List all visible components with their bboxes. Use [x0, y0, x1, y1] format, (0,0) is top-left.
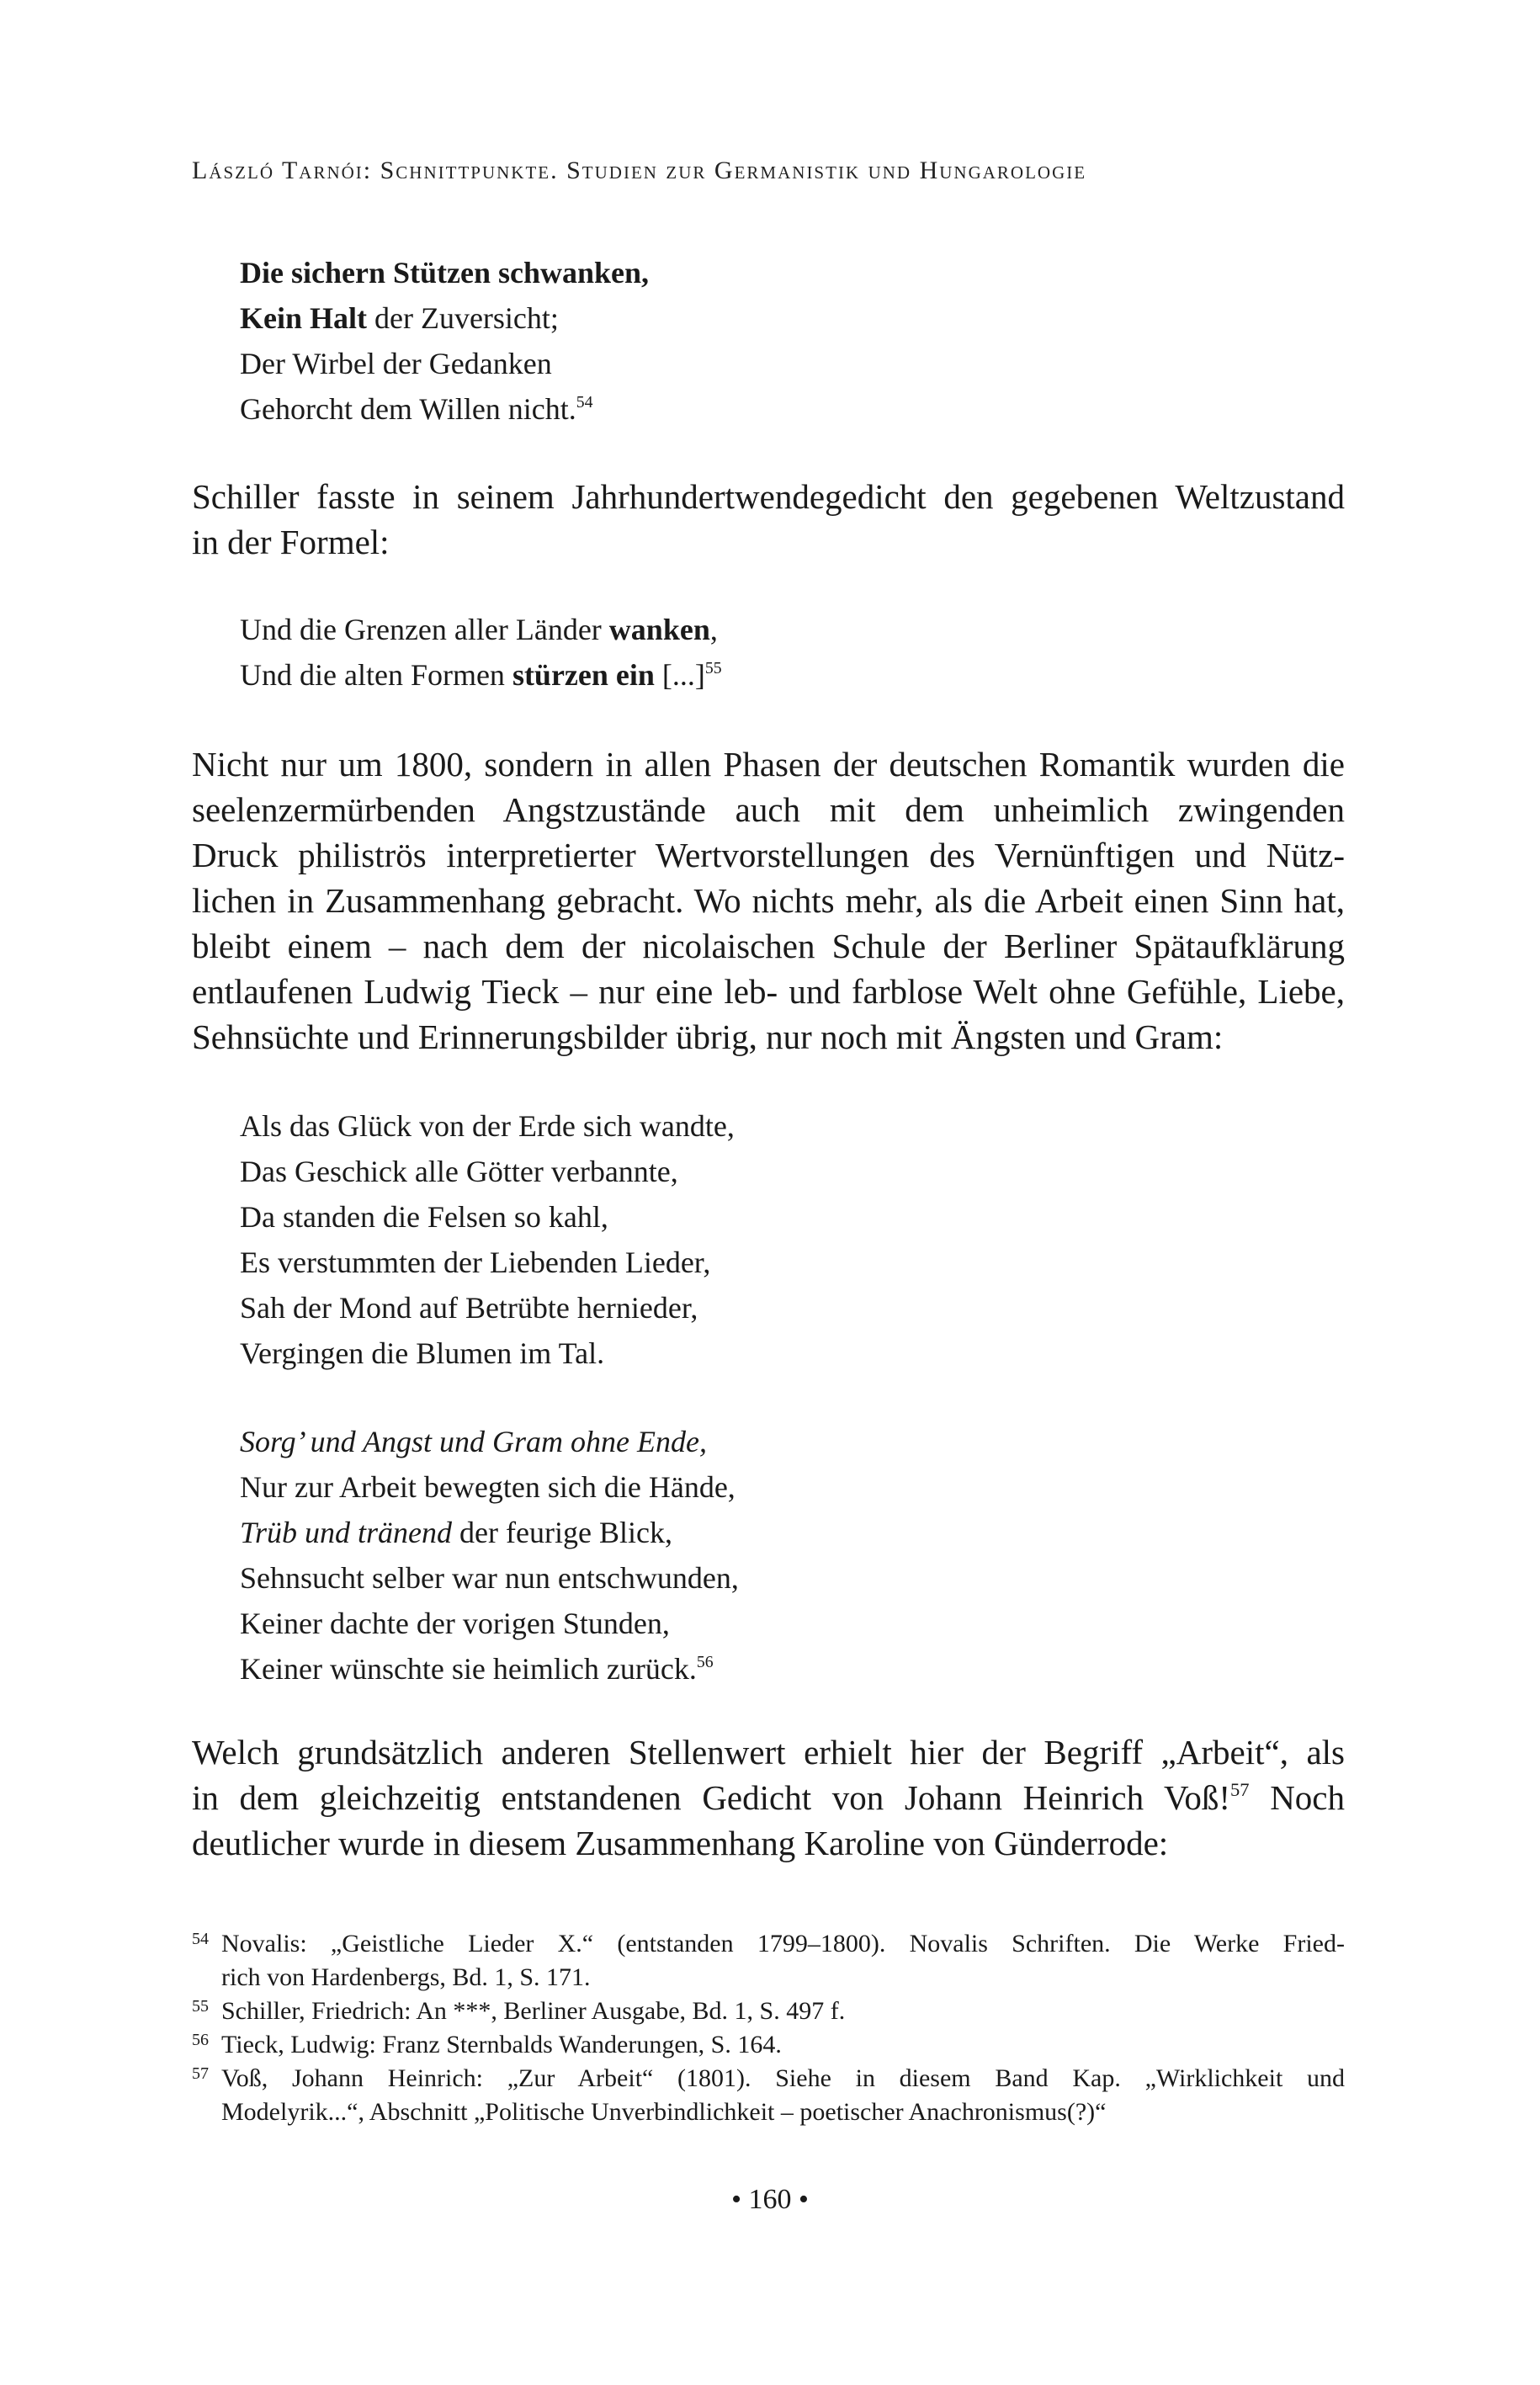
verse-line: Sorg’ und Angst und Gram ohne Ende,	[240, 1425, 707, 1458]
text-line: lichen in Zusammenhang gebracht. Wo nichts mehr, als die Arbeit einen Sinn hat,	[192, 881, 1345, 920]
verse-line: Vergingen die Blumen im Tal.	[240, 1336, 605, 1370]
verse-line: Als das Glück von der Erde sich wandte,	[240, 1109, 735, 1143]
verse-line: Das Geschick alle Götter verbannte,	[240, 1155, 678, 1188]
footnote-number: 56	[192, 2031, 209, 2049]
footnotes	[192, 1927, 1345, 2129]
footnote-line: Schiller, Friedrich: An ***, Berliner Ausgabe, Bd. 1, S. 497 f.	[221, 1997, 846, 2025]
verse-line: Sah der Mond auf Betrübte hernieder,	[240, 1291, 698, 1325]
verse-block-schiller	[240, 607, 1334, 698]
text-line: deutlicher wurde in diesem Zusammenhang Karoline von Günderrode:	[192, 1824, 1169, 1862]
footnote-number: 54	[192, 1930, 209, 1948]
verse-line: Die sichern Stützen schwanken,	[240, 256, 650, 289]
verse-line: Und die Grenzen aller Länder wanken,	[240, 613, 718, 646]
text-line: in der Formel:	[192, 523, 390, 561]
paragraph-voss	[192, 1729, 1345, 1866]
footnote-number: 55	[192, 1997, 209, 2016]
verse-block-tieck-stanza-2	[240, 1419, 1334, 1692]
verse-line: Und die alten Formen stürzen ein [...]$^{55}$	[240, 658, 722, 692]
verse-line: Kein Halt der Zuversicht;	[240, 301, 559, 335]
verse-line: Es verstummten der Liebenden Lieder,	[240, 1246, 711, 1279]
text-line: Sehnsüchte und Erinnerungsbilder übrig, nur noch mit Ängsten und Gram:	[192, 1017, 1224, 1056]
text-line: in dem gleichzeitig entstandenen Gedicht von Johann Heinrich Voß!$^{57}$ Noch	[192, 1778, 1345, 1817]
footnote-56	[192, 2028, 1345, 2062]
verse-line: Keiner wünschte sie heimlich zurück.$^{56}$	[240, 1652, 714, 1686]
footnote-54	[192, 1927, 1345, 1995]
verse-line: Der Wirbel der Gedanken	[240, 347, 552, 380]
footnote-line: Voß, Johann Heinrich: „Zur Arbeit“ (1801). Siehe in diesem Band Kap. „Wirklichkeit und	[221, 2064, 1345, 2092]
footnote-55	[192, 1995, 1345, 2028]
paragraph-schiller	[192, 474, 1345, 565]
footnote-ref-54[interactable]: 54	[576, 393, 593, 412]
footnote-line: Tieck, Ludwig: Franz Sternbalds Wanderungen, S. 164.	[221, 2031, 782, 2058]
footnote-ref-55[interactable]: 55	[704, 659, 722, 678]
verse-line: Keiner dachte der vorigen Stunden,	[240, 1607, 670, 1640]
text-line: entlaufenen Ludwig Tieck – nur eine leb- und farblose Welt ohne Gefühle, Liebe,	[192, 972, 1345, 1011]
verse-line: Gehorcht dem Willen nicht.$^{54}$	[240, 392, 593, 426]
text-line: seelenzermürbenden Angstzustände auch mit dem unheimlich zwingenden	[192, 790, 1345, 829]
text-line: Nicht nur um 1800, sondern in allen Phasen der deutschen Romantik wurden die	[192, 745, 1345, 783]
text-line: bleibt einem – nach dem der nicolaischen Schule der Berliner Spätaufklärung	[192, 927, 1345, 965]
footnote-ref-56[interactable]: 56	[696, 1653, 714, 1672]
verse-block-tieck-stanza-1	[240, 1103, 1334, 1376]
text-line: Schiller fasste in seinem Jahrhundertwendegedicht den gegebenen Weltzustand	[192, 477, 1345, 516]
footnote-line: Novalis: „Geistliche Lieder X.“ (entstanden 1799–1800). Novalis Schriften. Die Werke Fried-	[221, 1930, 1345, 1957]
footnote-number: 57	[192, 2064, 209, 2083]
footnote-57	[192, 2062, 1345, 2129]
running-header: László Tarnói: Schnittpunkte. Studien zur Germanistik und Hungarologie	[192, 157, 1087, 184]
verse-line: Sehnsucht selber war nun entschwunden,	[240, 1561, 739, 1595]
footnote-line: rich von Hardenbergs, Bd. 1, S. 171.	[221, 1963, 591, 1991]
page-number: • 160 •	[731, 2184, 809, 2215]
footnote-ref-57[interactable]: 57	[1230, 1779, 1250, 1801]
verse-block-novalis	[240, 250, 1334, 432]
paragraph-romantik	[192, 741, 1345, 1060]
verse-line: Nur zur Arbeit bewegten sich die Hände,	[240, 1470, 735, 1504]
verse-line: Da standen die Felsen so kahl,	[240, 1200, 608, 1234]
verse-line: Trüb und tränend der feurige Blick,	[240, 1516, 672, 1549]
footnote-line: Modelyrik...“, Abschnitt „Politische Unverbindlichkeit – poetischer Anachronismus(?)“	[221, 2098, 1107, 2126]
text-line: Welch grundsätzlich anderen Stellenwert erhielt hier der Begriff „Arbeit“, als	[192, 1733, 1345, 1771]
text-line: Druck philiströs interpretierter Wertvorstellungen des Vernünftigen und Nütz-	[192, 836, 1345, 874]
